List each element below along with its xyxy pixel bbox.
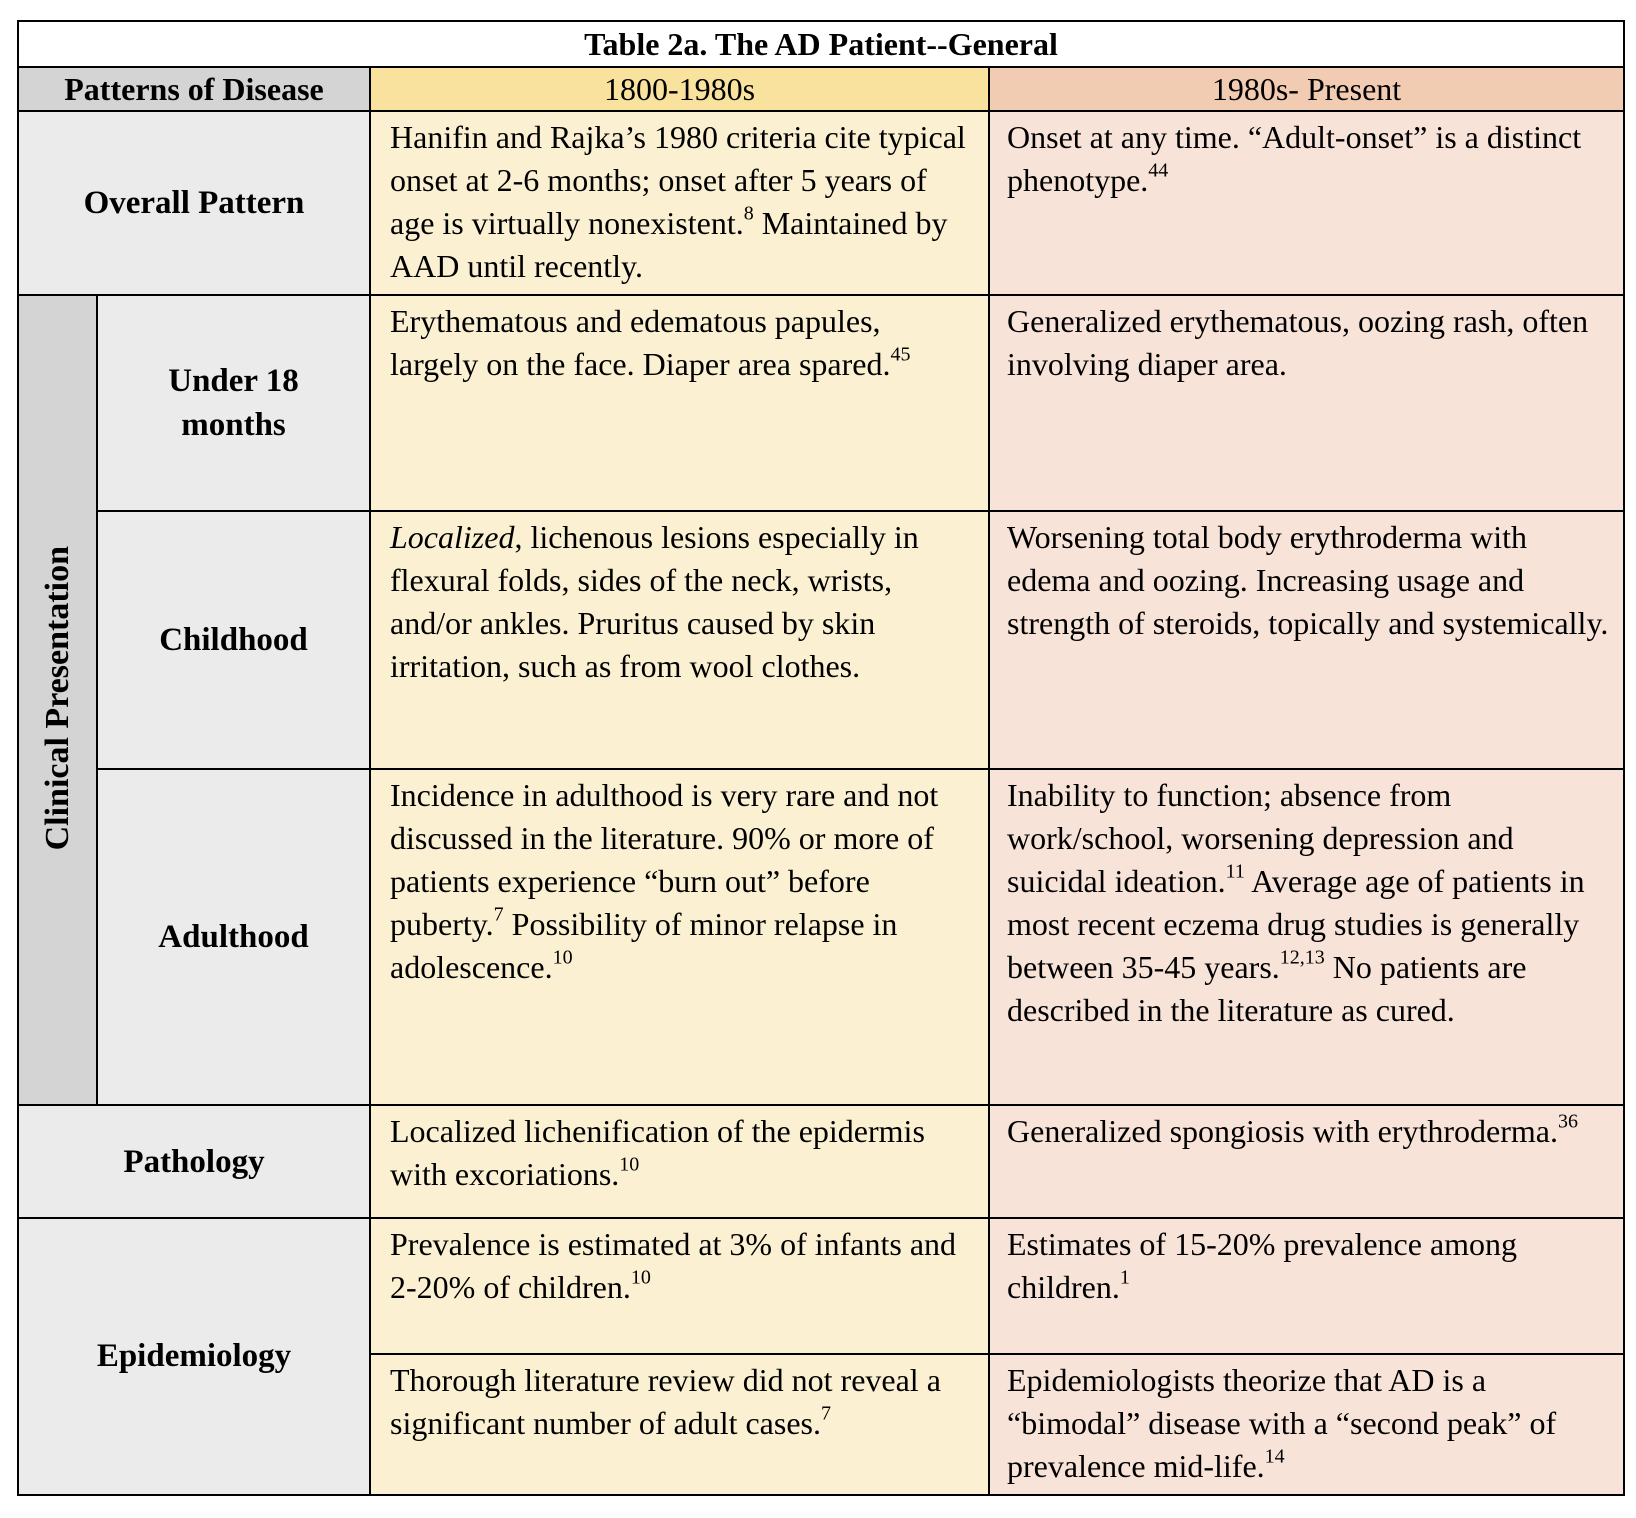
table-row-childhood [18,511,1624,769]
cell-text: Maintained by AAD until recently. [390,205,948,285]
cell-text: Worsening total body erythroderma with edema and oozing. Increasing usage and strength of steroids, topically and systemically. [1007,518,1609,641]
comparison-table [17,20,1625,1496]
reference-superscript: 10 [552,946,573,969]
reference-superscript: 10 [630,1266,651,1289]
table-row-pathology [18,1105,1624,1217]
cell-text: , lichenous lesions especially in flexural folds, sides of the neck, wrists, and/or ankles. Pruritus caused by skin irritation, such as from wool clothes. [390,518,919,684]
cell-epidemiology-1-era2 [989,1218,1624,1354]
cell-childhood-era1 [370,511,989,769]
reference-superscript: 45 [890,343,911,366]
cell-text: Onset at any time. “Adult-onset” is a distinct phenotype. [1007,119,1582,199]
header-era-1980s-present: 1980s- Present [989,67,1624,111]
cell-epidemiology-2-era2 [989,1354,1624,1495]
table-row-adulthood [18,769,1624,1105]
cell-text: Incidence in adulthood is very rare and not discussed in the literature. 90% or more of patients experience “burn out” before puberty. [390,776,939,942]
cell-text: Prevalence is estimated at 3% of infants and 2-20% of children. [390,1225,957,1305]
cell-text: Thorough literature review did not reveal a significant number of adult cases. [390,1361,941,1441]
row-label-childhood: Childhood [97,511,370,769]
cell-under18-era2 [989,295,1624,510]
cell-text-italic: Localized [390,518,515,555]
cell-adulthood-era2 [989,769,1624,1105]
cell-text: Epidemiologists theorize that AD is a “bimodal” disease with a “second peak” of prevalence mid-life. [1007,1361,1557,1484]
cell-text: Erythematous and edematous papules, largely on the face. Diaper area spared. [390,303,891,383]
reference-superscript: 8 [743,202,754,225]
row-label-adulthood: Adulthood [97,769,370,1105]
vertical-label-text: Clinical Presentation [38,545,76,851]
cell-overall-era2 [989,111,1624,295]
cell-text: Generalized erythematous, oozing rash, often involving diaper area. [1007,303,1589,383]
reference-superscript: 7 [820,1402,831,1425]
cell-text: Estimates of 15-20% prevalence among children. [1007,1225,1518,1305]
row-label-epidemiology: Epidemiology [18,1218,370,1495]
reference-superscript: 14 [1264,1445,1285,1468]
reference-superscript: 36 [1557,1111,1578,1134]
table-title: Table 2a. The AD Patient--General [18,21,1624,67]
row-label-pathology: Pathology [18,1105,370,1217]
cell-childhood-era2 [989,511,1624,769]
header-patterns: Patterns of Disease [18,67,370,111]
reference-superscript: 10 [619,1154,640,1177]
table-row-epidemiology-1 [18,1218,1624,1354]
cell-pathology-era2 [989,1105,1624,1217]
cell-text: Average age of patients in most recent eczema drug studies is generally between 35-45 years. [1007,862,1585,985]
cell-adulthood-era1 [370,769,989,1105]
cell-pathology-era1 [370,1105,989,1217]
cell-text: Generalized spongiosis with erythroderma. [1007,1113,1558,1150]
reference-superscript: 44 [1148,159,1169,182]
table-row-under-18-months [18,295,1624,510]
header-era-1800-1980s: 1800-1980s [370,67,989,111]
group-label-clinical-presentation [18,295,97,1105]
cell-overall-era1 [370,111,989,295]
reference-superscript: 1 [1119,1266,1130,1289]
cell-text: No patients are described in the literature as cured. [1007,948,1527,1028]
cell-epidemiology-2-era1 [370,1354,989,1495]
cell-text: Localized lichenification of the epidermis with excoriations. [390,1113,925,1193]
table-row-overall [18,111,1624,295]
reference-superscript: 12,13 [1279,946,1325,969]
cell-under18-era1 [370,295,989,510]
row-label-under-18-months: Under 18 months [97,295,370,510]
cell-text: Possibility of minor relapse in adolescence. [390,905,898,985]
reference-superscript: 11 [1225,860,1245,883]
row-label-overall-pattern: Overall Pattern [18,111,370,295]
cell-epidemiology-1-era1 [370,1218,989,1354]
cell-text: Hanifin and Rajka’s 1980 criteria cite typical onset at 2-6 months; onset after 5 years of age is virtually nonexistent. [390,119,966,242]
cell-text: Inability to function; absence from work/school, worsening depression and suicidal ideation. [1007,776,1514,899]
reference-superscript: 7 [493,903,504,926]
